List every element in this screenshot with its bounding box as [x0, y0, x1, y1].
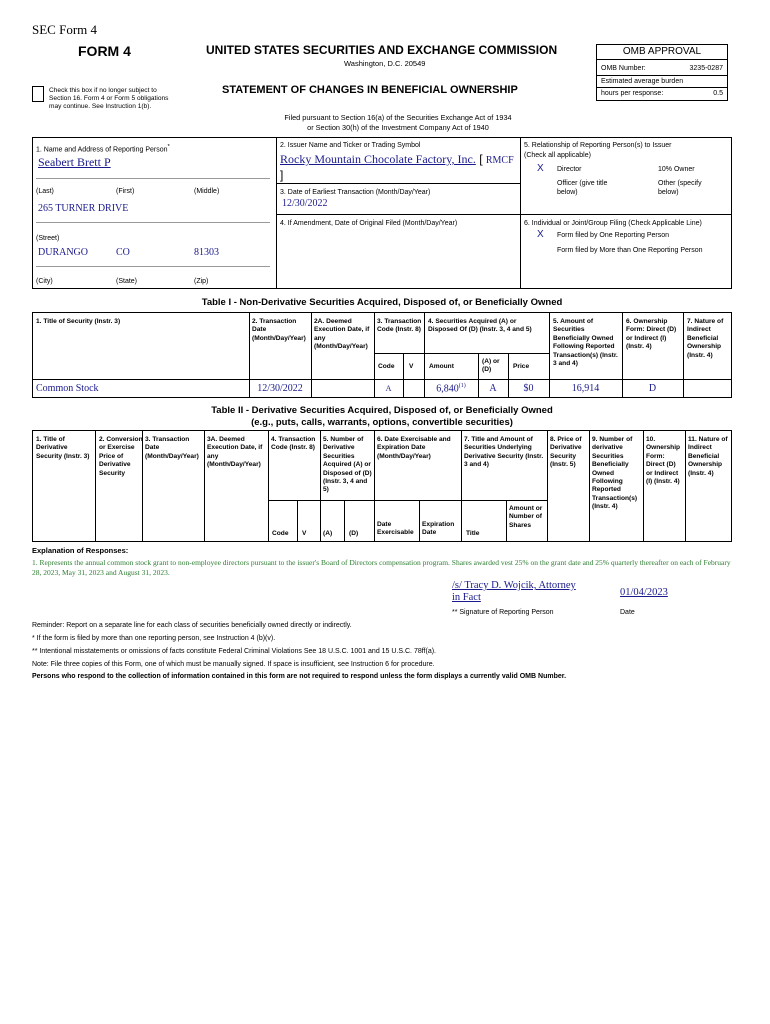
- ticker-symbol: RMCF: [485, 155, 514, 166]
- t1-row-aord: A: [489, 383, 497, 394]
- t2-sub-a: (A): [323, 530, 333, 537]
- t2-sub-expiration: Expiration Date: [422, 521, 455, 537]
- t2-col-nature: 11. Nature of Indirect Beneficial Ownership (Instr. 4): [688, 436, 728, 477]
- signature-date-label: Date: [620, 609, 635, 616]
- other-label: Other (specify below): [658, 180, 702, 196]
- statement-title: STATEMENT OF CHANGES IN BENEFICIAL OWNERSHIP: [222, 84, 518, 96]
- t1-row-security: Common Stock: [36, 383, 99, 394]
- signature-date[interactable]: 01/04/2023: [620, 587, 668, 598]
- table1-title: Table I - Non-Derivative Securities Acquired, Disposed of, or Beneficially Owned: [201, 297, 563, 308]
- filed-pursuant-line-1: Filed pursuant to Section 16(a) of the Securities Exchange Act of 1934: [284, 113, 512, 122]
- relationship-label: 5. Relationship of Reporting Person(s) to Issuer: [524, 142, 672, 149]
- ticker-bracket-close: ]: [280, 168, 284, 182]
- city-label: (City): [36, 278, 53, 285]
- zip-label: (Zip): [194, 278, 209, 285]
- zip-value: 81303: [194, 247, 219, 258]
- state-value: CO: [116, 247, 130, 258]
- t1-sub-price: Price: [513, 363, 530, 370]
- t2-col-conversion: 2. Conversion or Exercise Price of Derivative Security: [99, 436, 143, 477]
- t1-row-footnote[interactable]: (1): [458, 383, 466, 389]
- reporting-person-label: [36, 143, 170, 154]
- t1-col-code: 3. Transaction Code (Instr. 8): [377, 318, 422, 334]
- city-value: DURANGO: [38, 247, 88, 258]
- note-multiple-persons: * If the form is filed by more than one reporting person, see Instruction 4 (b)(v).: [32, 635, 276, 642]
- t1-col-deemed: 2A. Deemed Execution Date, if any (Month/Day/Year): [314, 318, 370, 351]
- checkbox-instruction: Check this box if no longer subject to Section 16. Form 4 or Form 5 obligations may continue. See Instruction 1(b).: [49, 87, 169, 110]
- t2-sub-date-exercisable: Date Exercisable: [377, 521, 414, 537]
- filed-pursuant-line-2: or Section 30(h) of the Investment Company Act of 1940: [307, 123, 489, 132]
- omb-approval-box: [596, 44, 728, 101]
- t1-col-date: 2. Transaction Date (Month/Day/Year): [252, 318, 306, 342]
- t1-col-acquired: 4. Securities Acquired (A) or Disposed Of (D) (Instr. 3, 4 and 5): [428, 318, 532, 334]
- t2-col-title: 1. Title of Derivative Security (Instr. 3): [36, 436, 90, 460]
- omb-burden-label: Estimated average burden: [601, 78, 684, 85]
- t1-sub-aord: (A) or (D): [482, 358, 500, 374]
- agency-name: UNITED STATES SECURITIES AND EXCHANGE COMMISSION: [206, 43, 558, 57]
- t1-row-amount: [424, 383, 478, 394]
- form-title: FORM 4: [78, 43, 131, 59]
- t1-col-title: 1. Title of Security (Instr. 3): [36, 318, 121, 325]
- signature-label: ** Signature of Reporting Person: [452, 609, 554, 616]
- t1-row-owned: 16,914: [571, 383, 600, 394]
- issuer-name-link[interactable]: Rocky Mountain Chocolate Factory, Inc.: [280, 152, 476, 166]
- t2-col-deemed: 3A. Deemed Execution Date, if any (Month/Day/Year): [207, 436, 263, 469]
- t1-col-ownership-form: 6. Ownership Form: Direct (D) or Indirect (I) (Instr. 4): [626, 318, 677, 351]
- filing-label: 6. Individual or Joint/Group Filing (Check Applicable Line): [524, 220, 702, 227]
- director-label: Director: [557, 166, 582, 173]
- t2-col-code: 4. Transaction Code (Instr. 8): [271, 436, 316, 452]
- omb-hours-label: hours per response:: [601, 90, 664, 97]
- sec-form-label: SEC Form 4: [32, 22, 98, 37]
- table2-title: [32, 405, 732, 429]
- earliest-date-label: 3. Date of Earliest Transaction (Month/Day/Year): [280, 189, 431, 196]
- t1-row-date: 12/30/2022: [257, 383, 303, 394]
- officer-label: Officer (give title below): [557, 180, 608, 196]
- ten-percent-owner-label: 10% Owner: [658, 166, 695, 173]
- note-omb: Persons who respond to the collection of information contained in this form are not required to respond unless the form displays a currently valid OMB Number.: [32, 673, 567, 680]
- agency-location: Washington, D.C. 20549: [344, 59, 426, 68]
- t2-col-price: 8. Price of Derivative Security (Instr. 5): [550, 436, 582, 469]
- omb-hours-value: 0.5: [713, 90, 723, 97]
- one-person-label: Form filed by One Reporting Person: [557, 232, 670, 239]
- explanation-label: Explanation of Responses:: [32, 546, 129, 555]
- t2-sub-d: (D): [349, 530, 359, 537]
- t2-col-owned: 9. Number of derivative Securities Beneficially Owned Following Reported Transaction(s) (Instr. 4): [592, 436, 638, 511]
- table2-subtitle: (e.g., puts, calls, warrants, options, convertible securities): [251, 417, 513, 428]
- t2-sub-code: Code: [272, 530, 289, 537]
- t1-row-form: D: [648, 383, 657, 394]
- omb-title: OMB APPROVAL: [597, 45, 727, 60]
- t1-row-code: A: [385, 384, 392, 393]
- t2-sub-title: Title: [466, 530, 480, 537]
- note-copies: Note: File three copies of this Form, one of which must be manually signed. If space is insufficient, see Instruction 6 for procedure.: [32, 661, 435, 668]
- ticker-bracket-open: [: [479, 152, 483, 166]
- amendment-label: 4. If Amendment, Date of Original Filed (Month/Day/Year): [280, 220, 458, 227]
- t2-col-number: 5. Number of Derivative Securities Acquired (A) or Disposed of (D) (Instr. 3, 4 and 5): [323, 436, 372, 494]
- note-violations: ** Intentional misstatements or omissions of facts constitute Federal Criminal Violations See 18 U.S.C. 1001 and 15 U.S.C. 78ff(a).: [32, 648, 436, 655]
- first-label: (First): [116, 188, 135, 195]
- t2-sub-amount: Amount or Number of Shares: [509, 505, 543, 529]
- t2-col-underlying: 7. Title and Amount of Securities Underlying Derivative Security (Instr. 3 and 4): [464, 436, 544, 469]
- reporting-person-label-text: 1. Name and Address of Reporting Person: [36, 146, 168, 154]
- t2-col-exercisable: 6. Date Exercisable and Expiration Date (Month/Day/Year): [377, 436, 451, 460]
- street-label: (Street): [36, 235, 60, 242]
- one-person-checkmark[interactable]: X: [537, 229, 544, 240]
- t1-sub-amount: Amount: [429, 363, 454, 370]
- state-label: (State): [116, 278, 138, 285]
- t1-row-price: $0: [523, 383, 534, 394]
- t2-sub-v: V: [302, 530, 307, 537]
- explanation-text: 1. Represents the annual common stock grant to non-employee directors pursuant to the issuer's Board of Directors compensation program. Shares awarded vest 25% on the grant date and 25% quarterly thereafter on each of February 28, 2023, May 31, 2023 and August 31, 2023.: [32, 558, 731, 577]
- middle-label: (Middle): [194, 188, 220, 195]
- street-value: 265 TURNER DRIVE: [38, 203, 129, 214]
- relationship-sublabel: (Check all applicable): [524, 152, 591, 159]
- t1-row-amount-value: 6,840: [436, 383, 459, 395]
- t1-col-amount-owned: 5. Amount of Securities Beneficially Owned Following Reported Transaction(s) (Instr. 3 and 4): [553, 318, 618, 368]
- filed-pursuant: [268, 113, 528, 133]
- t1-sub-code: Code: [378, 363, 395, 370]
- issuer-label: 2. Issuer Name and Ticker or Trading Symbol: [280, 142, 421, 149]
- reporting-person-name-link[interactable]: Seabert Brett P: [38, 155, 111, 169]
- omb-number-value: 3235-0287: [689, 65, 723, 72]
- multiple-persons-label: Form filed by More than One Reporting Person: [557, 247, 703, 254]
- signature-link[interactable]: /s/ Tracy D. Wojcik, Attorney in Fact: [452, 580, 576, 603]
- t1-sub-v: V: [409, 363, 414, 370]
- issuer-name-line: [280, 152, 518, 182]
- reporting-person-asterisk: *: [167, 144, 170, 150]
- director-checkmark[interactable]: X: [537, 163, 544, 174]
- last-label: (Last): [36, 188, 54, 195]
- no-longer-subject-checkbox[interactable]: [32, 86, 44, 102]
- table2-title-line: Table II - Derivative Securities Acquired, Disposed of, or Beneficially Owned: [211, 405, 553, 416]
- t1-col-nature: 7. Nature of Indirect Beneficial Ownership (Instr. 4): [687, 318, 724, 359]
- t2-col-date: 3. Transaction Date (Month/Day/Year): [145, 436, 199, 460]
- omb-number-label: OMB Number:: [601, 65, 646, 72]
- earliest-date-value: 12/30/2022: [282, 198, 328, 209]
- t2-col-ownership-form: 10. Ownership Form: Direct (D) or Indirect (I) (Instr. 4): [646, 436, 681, 486]
- note-reminder: Reminder: Report on a separate line for each class of securities beneficially owned directly or indirectly.: [32, 622, 352, 629]
